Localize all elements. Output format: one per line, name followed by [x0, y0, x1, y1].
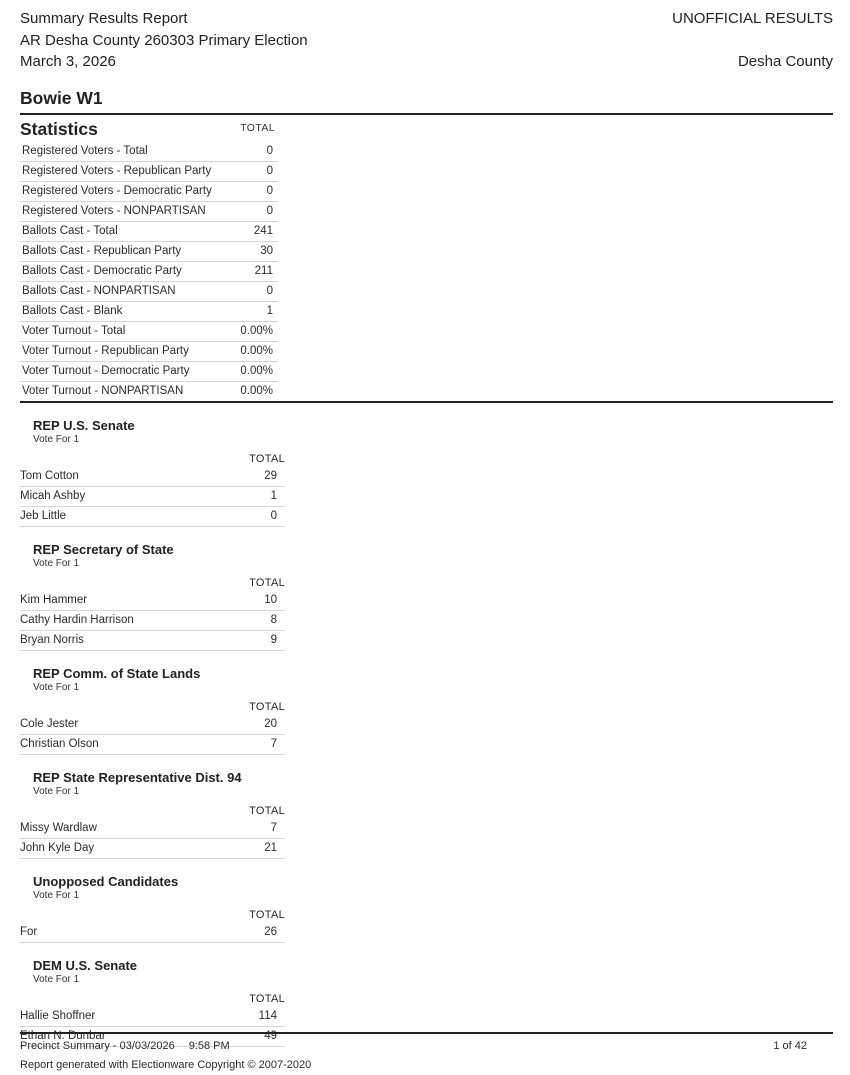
- vote-total: 7: [270, 738, 277, 750]
- stat-label: Voter Turnout - Democratic Party: [22, 365, 190, 377]
- election-date: March 3, 2026: [20, 53, 116, 70]
- total-column-header: TOTAL: [249, 908, 285, 921]
- candidate-row: [20, 819, 285, 839]
- stat-label: Ballots Cast - Blank: [22, 305, 123, 317]
- contest-title: REP Comm. of State Lands: [33, 665, 201, 681]
- report-title: Summary Results Report: [20, 10, 188, 27]
- vote-total: 7: [270, 822, 277, 834]
- stat-label: Ballots Cast - Democratic Party: [22, 265, 182, 277]
- stat-label: Ballots Cast - Total: [22, 225, 118, 237]
- contest-unopposed-candidates: [20, 874, 833, 943]
- vote-total: 49: [264, 1030, 277, 1042]
- stats-row: [20, 302, 278, 322]
- stats-row: [20, 142, 278, 162]
- candidate-row: [20, 507, 285, 527]
- contest-title: Unopposed Candidates: [33, 873, 179, 889]
- candidate-row: [20, 1007, 285, 1027]
- stats-row: [20, 202, 278, 222]
- candidate-name: Kim Hammer: [20, 594, 88, 606]
- vote-for-label: Vote For 1: [33, 785, 80, 797]
- stat-value: 0: [266, 165, 273, 177]
- total-column-header: TOTAL: [249, 992, 285, 1005]
- footer-time: 9:58 PM: [188, 1040, 230, 1052]
- statistics-table: [20, 142, 833, 402]
- candidate-name: For: [20, 926, 38, 938]
- stat-label: Voter Turnout - NONPARTISAN: [22, 385, 184, 397]
- vote-total: 8: [270, 614, 277, 626]
- vote-for-label: Vote For 1: [33, 681, 80, 693]
- stat-label: Ballots Cast - Republican Party: [22, 245, 182, 257]
- candidate-row: [20, 467, 285, 487]
- stat-label: Registered Voters - Democratic Party: [22, 185, 212, 197]
- vote-for-label: Vote For 1: [33, 433, 80, 445]
- stat-value: 0.00%: [240, 365, 273, 377]
- total-column-header: TOTAL: [249, 804, 285, 817]
- stat-value: 211: [254, 265, 273, 277]
- stats-row: [20, 322, 278, 342]
- stat-label: Registered Voters - NONPARTISAN: [22, 205, 206, 217]
- statistics-total-column-header: TOTAL: [240, 121, 275, 134]
- stat-value: 0: [266, 145, 273, 157]
- page-number: 1 of 42: [773, 1040, 807, 1052]
- header-spacer: [672, 30, 833, 52]
- stat-value: 30: [260, 245, 273, 257]
- statistics-title: Statistics: [20, 118, 98, 139]
- stat-label: Registered Voters - Total: [22, 145, 148, 157]
- footer-summary-label: [20, 1040, 230, 1052]
- stat-value: 0.00%: [240, 325, 273, 337]
- stats-row: [20, 282, 278, 302]
- footer-row: [20, 1040, 833, 1052]
- candidate-row: [20, 839, 285, 859]
- stats-row: [20, 382, 278, 402]
- contest-title: DEM U.S. Senate: [33, 957, 138, 973]
- vote-total: 29: [264, 470, 277, 482]
- stats-row: [20, 182, 278, 202]
- stat-value: 0.00%: [240, 345, 273, 357]
- vote-for-label: Vote For 1: [33, 973, 80, 985]
- stat-label: Registered Voters - Republican Party: [22, 165, 212, 177]
- candidate-name: Christian Olson: [20, 738, 99, 750]
- stats-row: [20, 362, 278, 382]
- stat-label: Ballots Cast - NONPARTISAN: [22, 285, 176, 297]
- report-header-right: [672, 8, 833, 73]
- candidate-row: [20, 631, 285, 651]
- candidate-name: Hallie Shoffner: [20, 1010, 96, 1022]
- stat-value: 0: [266, 285, 273, 297]
- stat-value: 0.00%: [240, 385, 273, 397]
- page-footer: [20, 1032, 833, 1071]
- vote-total: 1: [270, 490, 277, 502]
- candidate-row: [20, 923, 285, 943]
- vote-total: 26: [264, 926, 277, 938]
- stat-value: 241: [253, 225, 273, 237]
- vote-total: 114: [258, 1010, 277, 1022]
- contest-rep-state-representative-dist-94: [20, 770, 833, 859]
- stat-value: 0: [266, 185, 273, 197]
- stats-row: [20, 342, 278, 362]
- stat-label: Voter Turnout - Republican Party: [22, 345, 189, 357]
- report-header: [20, 8, 833, 73]
- vote-for-label: Vote For 1: [33, 557, 80, 569]
- total-column-header: TOTAL: [249, 576, 285, 589]
- election-name: AR Desha County 260303 Primary Election: [20, 31, 308, 49]
- vote-total: 9: [270, 634, 277, 646]
- contest-title: REP State Representative Dist. 94: [33, 769, 242, 785]
- stat-label: Voter Turnout - Total: [22, 325, 126, 337]
- candidate-row: [20, 487, 285, 507]
- candidate-row: [20, 591, 285, 611]
- statistics-header: [20, 118, 278, 142]
- county-name: Desha County: [737, 53, 833, 70]
- total-column-header: TOTAL: [249, 700, 285, 713]
- candidate-name: Cathy Hardin Harrison: [20, 614, 134, 626]
- candidate-name: Bryan Norris: [20, 634, 84, 646]
- results-status: UNOFFICIAL RESULTS: [672, 10, 833, 27]
- contest-rep-comm-of-state-lands: [20, 666, 833, 755]
- candidate-name: Missy Wardlaw: [20, 822, 97, 834]
- candidate-name: Tom Cotton: [20, 470, 79, 482]
- stats-row: [20, 262, 278, 282]
- contest-title: REP U.S. Senate: [33, 417, 135, 433]
- stat-value: 1: [266, 305, 273, 317]
- footer-report-type: Precinct Summary - 03/03/2026: [20, 1040, 175, 1052]
- candidate-row: [20, 611, 285, 631]
- stat-value: 0: [266, 205, 273, 217]
- stats-row: [20, 242, 278, 262]
- candidate-name: Cole Jester: [20, 718, 79, 730]
- report-header-left: [20, 8, 308, 73]
- contest-rep-us-senate: [20, 418, 833, 527]
- stats-row: [20, 162, 278, 182]
- precinct-name: Bowie W1: [20, 88, 833, 115]
- vote-total: 10: [264, 594, 277, 606]
- stats-row: [20, 222, 278, 242]
- candidate-name: Jeb Little: [20, 510, 67, 522]
- candidate-row: [20, 715, 285, 735]
- total-column-header: TOTAL: [249, 452, 285, 465]
- section-divider: [20, 401, 833, 403]
- footer-generated-by: Report generated with Electionware Copyright © 2007-2020: [20, 1059, 312, 1071]
- candidate-name: Micah Ashby: [20, 490, 86, 502]
- candidate-name: John Kyle Day: [20, 842, 95, 854]
- vote-total: 0: [270, 510, 277, 522]
- candidate-row: [20, 735, 285, 755]
- candidate-name: Ethan N. Dunbar: [20, 1030, 106, 1042]
- contest-title: REP Secretary of State: [33, 541, 174, 557]
- vote-total: 20: [264, 718, 277, 730]
- contest-rep-secretary-of-state: [20, 542, 833, 651]
- vote-total: 21: [264, 842, 277, 854]
- vote-for-label: Vote For 1: [33, 889, 80, 901]
